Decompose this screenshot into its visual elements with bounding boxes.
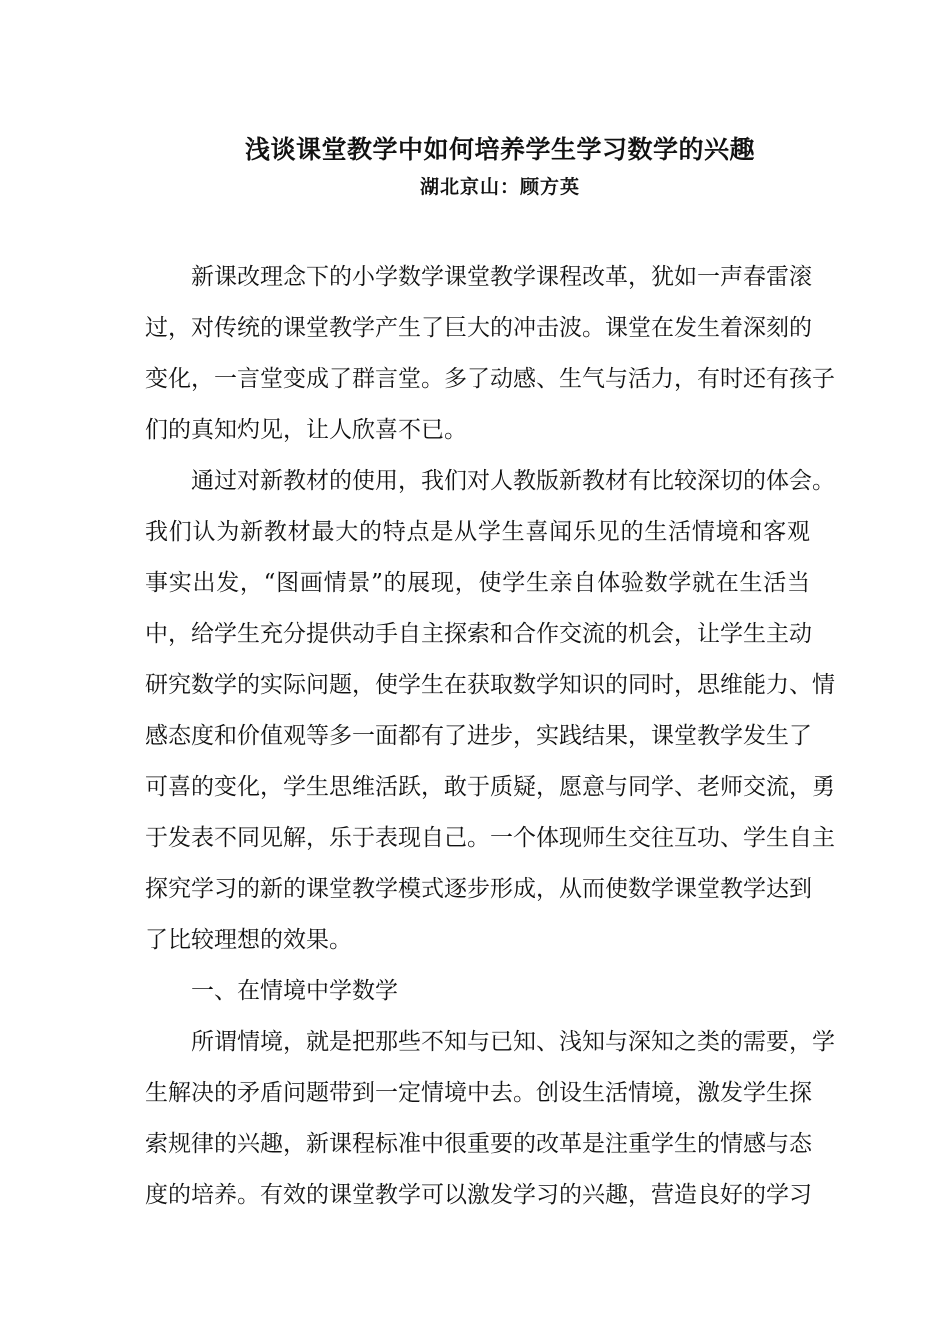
text-line: 们的真知灼见，让人欣喜不已。 [145, 417, 467, 443]
document-author: 湖北京山：顾方英 [419, 176, 580, 198]
text-line: 于发表不同见解，乐于表现自己。一个体现师生交往互功、学生自主 [145, 825, 835, 851]
document-title: 浅谈课堂教学中如何培养学生学习数学的兴趣 [244, 135, 755, 164]
text-line: 生解决的矛盾问题带到一定情境中去。创设生活情境，激发学生探 [145, 1080, 812, 1106]
text-line: 探究学习的新的课堂教学模式逐步形成，从而使数学课堂教学达到 [145, 876, 812, 902]
text-line: 我们认为新教材最大的特点是从学生喜闻乐见的生活情境和客观 [145, 519, 810, 545]
section-heading: 一、在情境中学数学 [191, 978, 398, 1004]
text-line: 所谓情境，就是把那些不知与已知、浅知与深知之类的需要，学 [191, 1029, 835, 1055]
text-line: 中，给学生充分提供动手自主探索和合作交流的机会，让学生主动 [145, 621, 812, 647]
text-line: 研究数学的实际问题，使学生在获取数学知识的同时，思维能力、情 [145, 672, 835, 698]
text-line: 度的培养。有效的课堂教学可以激发学习的兴趣，营造良好的学习 [145, 1182, 812, 1208]
text-line: 新课改理念下的小学数学课堂教学课程改革，犹如一声春雷滚 [191, 264, 812, 290]
text-line: 变化，一言堂变成了群言堂。多了动感、生气与活力，有时还有孩子 [145, 366, 835, 392]
text-line: 可喜的变化，学生思维活跃，敢于质疑，愿意与同学、老师交流，勇 [145, 774, 835, 800]
text-line: 了比较理想的效果。 [145, 927, 352, 953]
text-line: 通过对新教材的使用，我们对人教版新教材有比较深切的体会。 [191, 468, 835, 494]
text-line: 索规律的兴趣，新课程标准中很重要的改革是注重学生的情感与态 [145, 1131, 812, 1157]
text-line: 事实出发，“图画情景”的展现，使学生亲自体验数学就在生活当 [145, 570, 810, 596]
text-line: 感态度和价值观等多一面都有了进步，实践结果，课堂教学发生了 [145, 723, 812, 749]
document-body [145, 252, 835, 1221]
text-line: 过，对传统的课堂教学产生了巨大的冲击波。课堂在发生着深刻的 [145, 315, 812, 341]
